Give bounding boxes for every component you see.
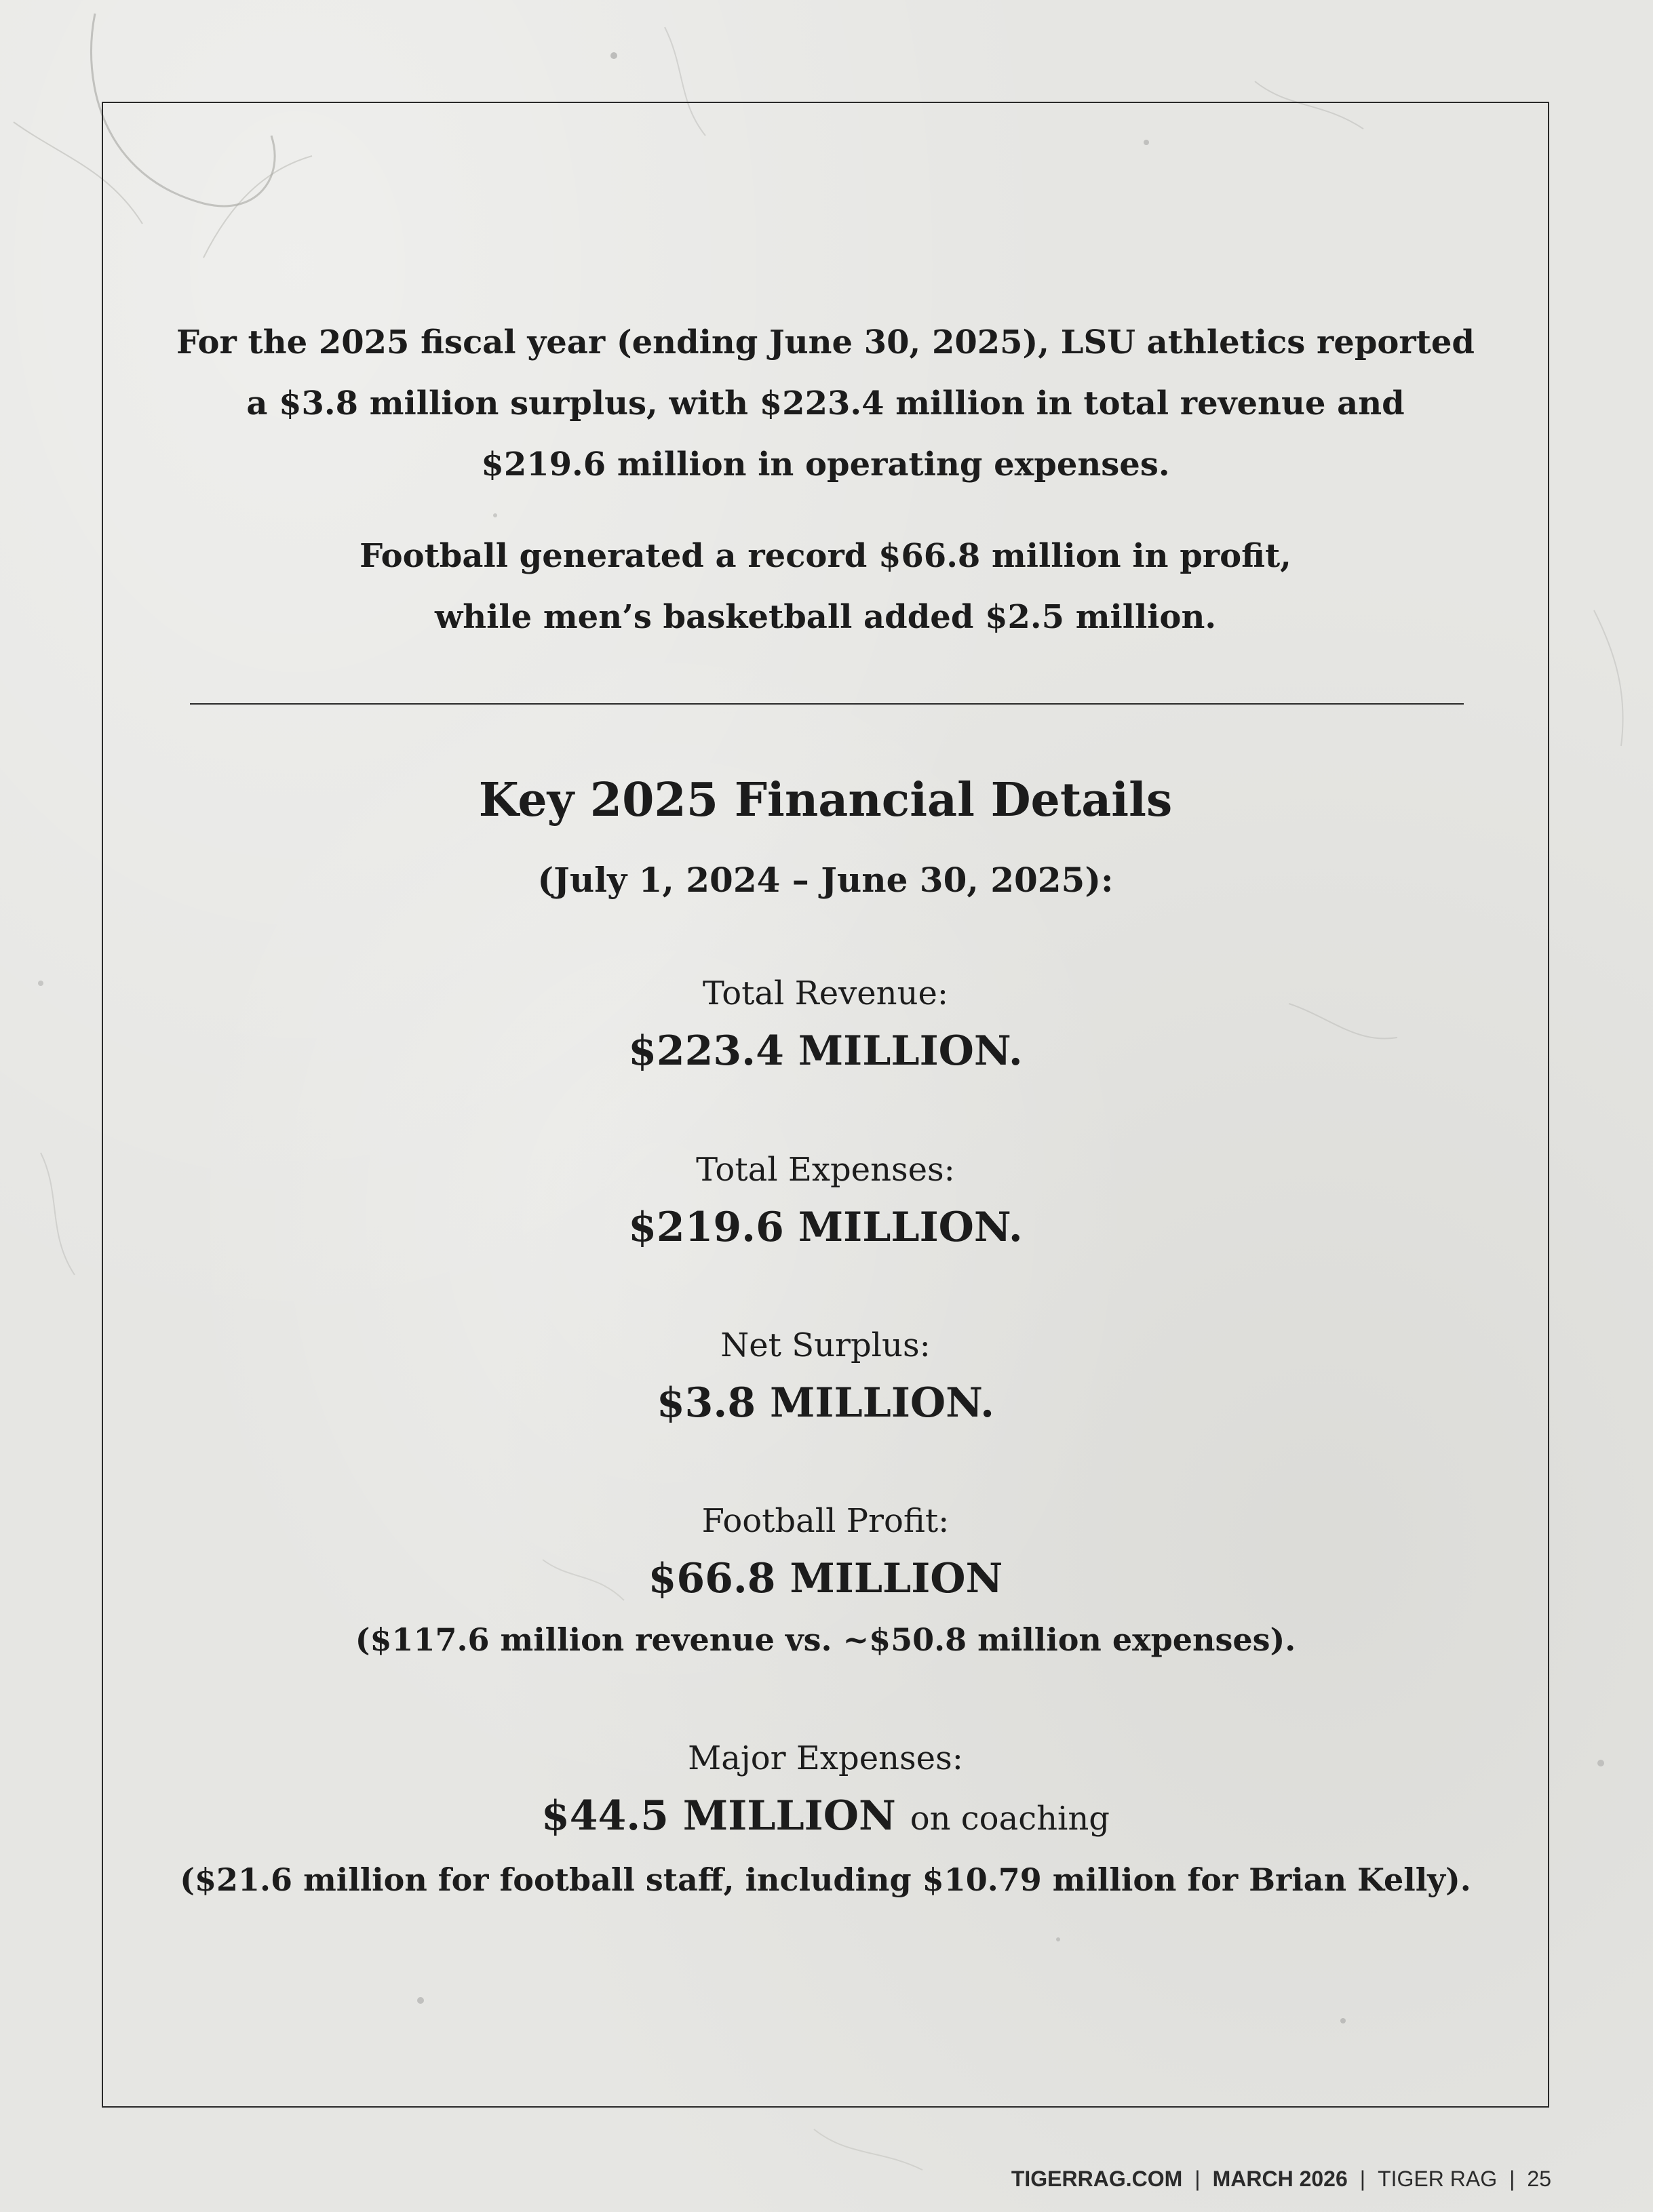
- major-expenses-note: ($21.6 million for football staff, including $10.79 million for Brian Kelly).: [180, 1861, 1471, 1898]
- major-expenses-item: [102, 1731, 1549, 1910]
- major-expenses-label: Major Expenses:: [688, 1739, 963, 1777]
- net-surplus-item: [102, 1318, 1549, 1434]
- section-divider: [190, 703, 1464, 705]
- total-revenue-value: $223.4 MILLION.: [628, 1027, 1023, 1075]
- total-expenses-item: [102, 1143, 1549, 1258]
- football-profit-note: ($117.6 million revenue vs. ~$50.8 million expenses).: [355, 1621, 1296, 1658]
- net-surplus-label: Net Surplus:: [720, 1326, 931, 1364]
- footer-issue: MARCH 2026: [1212, 2167, 1348, 2191]
- page-number: 25: [1527, 2167, 1551, 2191]
- footer-separator: |: [1359, 2167, 1366, 2191]
- total-revenue-item: [102, 966, 1549, 1082]
- footer-separator: |: [1194, 2167, 1201, 2191]
- intro-line: $219.6 million in operating expenses.: [481, 446, 1170, 483]
- footer-separator: |: [1509, 2167, 1515, 2191]
- intro-line: For the 2025 fiscal year (ending June 30, 2025), LSU athletics reported: [176, 323, 1475, 361]
- football-profit-value: $66.8 MILLION: [648, 1555, 1003, 1602]
- total-expenses-value: $219.6 MILLION.: [628, 1204, 1023, 1251]
- intro-line: while men’s basketball added $2.5 million.: [434, 598, 1217, 636]
- intro-paragraph-2: [102, 526, 1549, 648]
- major-expenses-value-tail: on coaching: [910, 1800, 1110, 1838]
- major-expenses-value-line: [102, 1785, 1549, 1849]
- details-title: Key 2025 Financial Details: [478, 773, 1173, 827]
- major-expenses-value: $44.5 MILLION: [541, 1792, 896, 1840]
- intro-line: a $3.8 million surplus, with $223.4 million in total revenue and: [246, 384, 1405, 422]
- net-surplus-value: $3.8 MILLION.: [656, 1379, 995, 1427]
- football-profit-label: Football Profit:: [701, 1502, 950, 1540]
- page-footer: [1011, 2165, 1551, 2192]
- footer-publication: TIGER RAG: [1378, 2167, 1498, 2191]
- total-expenses-label: Total Expenses:: [696, 1151, 955, 1189]
- details-subtitle: (July 1, 2024 – June 30, 2025):: [537, 860, 1114, 900]
- intro-paragraph-1: [102, 312, 1549, 495]
- total-revenue-label: Total Revenue:: [702, 974, 949, 1012]
- footer-site: TIGERRAG.COM: [1011, 2167, 1183, 2191]
- intro-line: Football generated a record $66.8 million in profit,: [359, 537, 1291, 575]
- football-profit-item: [102, 1494, 1549, 1670]
